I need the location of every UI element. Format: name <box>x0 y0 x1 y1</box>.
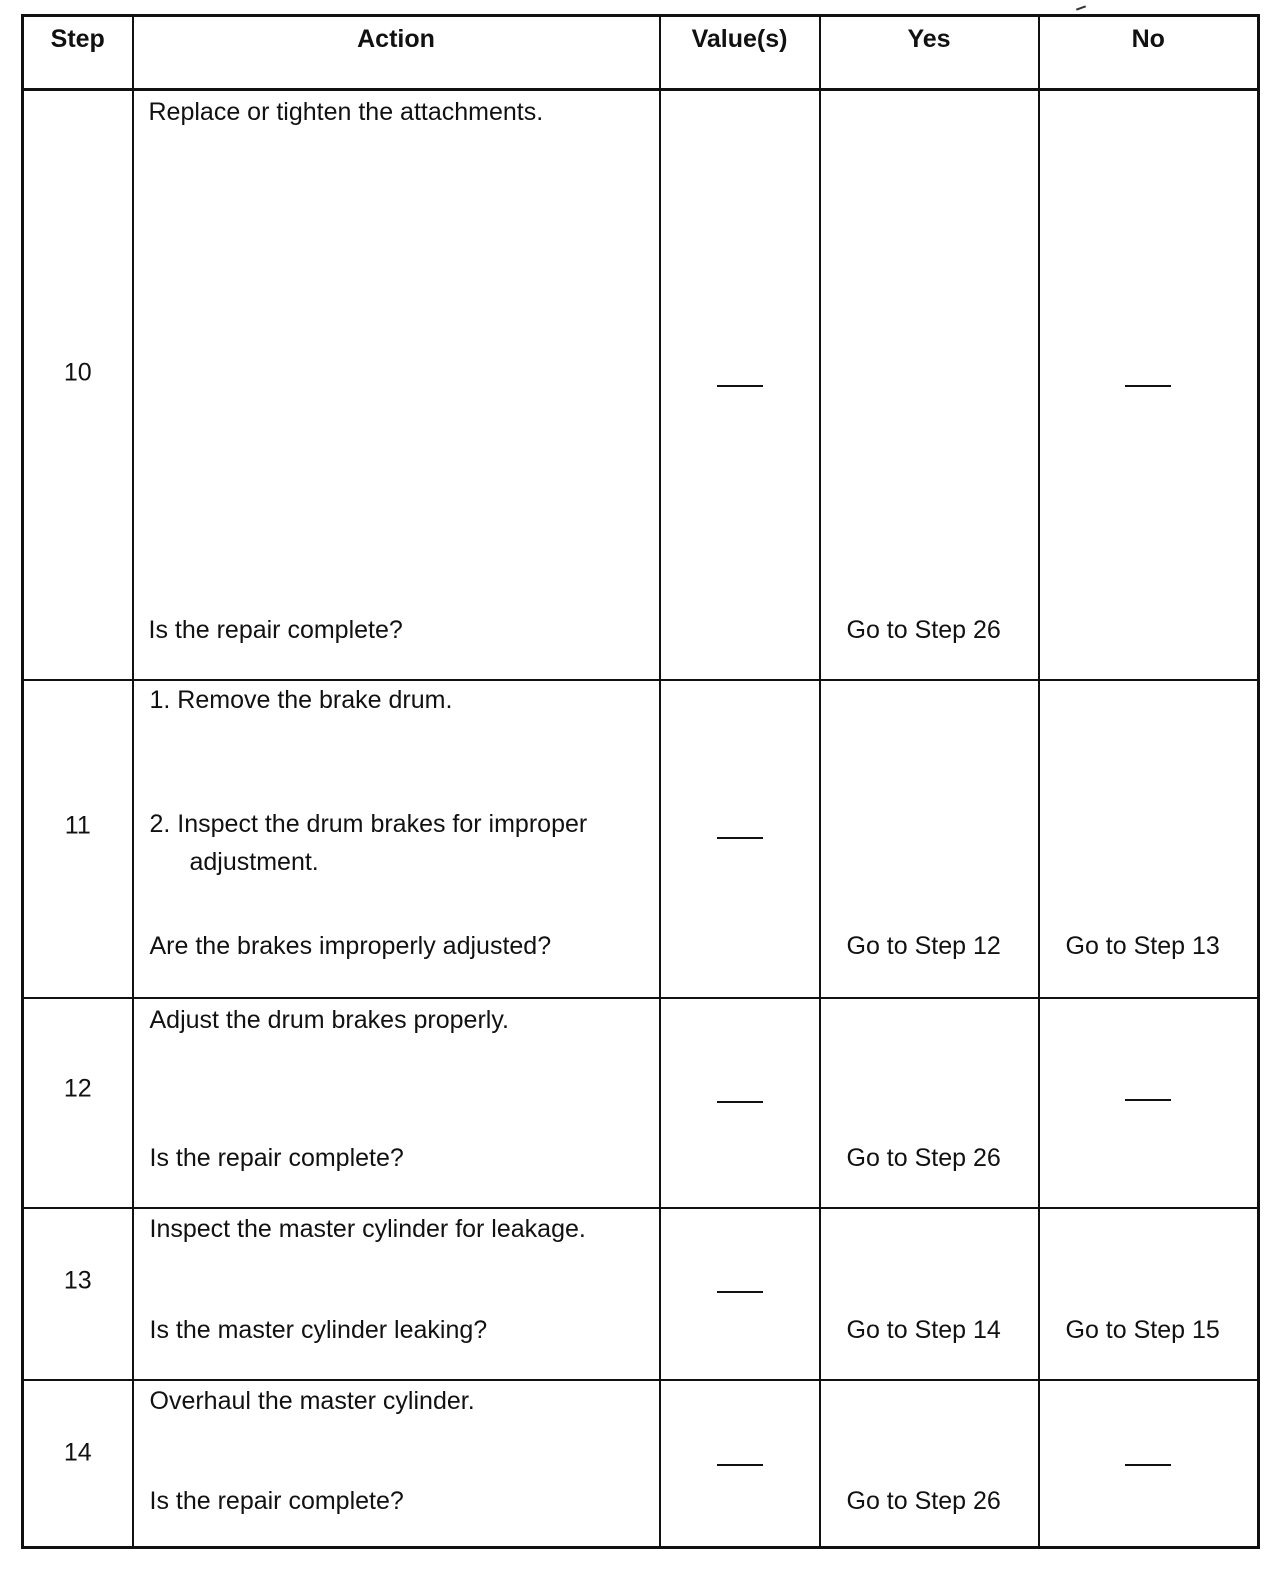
action-instruction: Inspect the master cylinder for leakage. <box>149 1214 586 1243</box>
empty-value-dash <box>717 1291 763 1293</box>
yes-outcome: Go to Step 14 <box>846 1315 1001 1344</box>
no-cell <box>1039 680 1259 998</box>
empty-no-dash <box>1125 385 1171 387</box>
empty-value-dash <box>717 1101 763 1103</box>
action-instruction: Replace or tighten the attachments. <box>148 98 544 126</box>
yes-cell <box>820 998 1039 1208</box>
header-row <box>23 16 1259 90</box>
values-cell <box>660 998 820 1208</box>
action-instruction-2-continued: adjustment. <box>189 847 319 876</box>
yes-outcome: Go to Step 26 <box>846 1143 1001 1172</box>
header-yes: Yes <box>820 16 1039 90</box>
action-question: Is the repair complete? <box>149 1143 404 1172</box>
diagnostic-table-sheet <box>21 14 1257 1546</box>
empty-no-dash <box>1125 1099 1171 1101</box>
header-values: Value(s) <box>660 16 820 90</box>
empty-value-dash <box>717 1464 763 1466</box>
yes-cell <box>820 90 1039 680</box>
yes-outcome: Go to Step 26 <box>846 1486 1001 1515</box>
action-instruction: Adjust the drum brakes properly. <box>149 1005 509 1034</box>
no-cell <box>1039 998 1259 1208</box>
step-cell <box>23 998 133 1208</box>
no-outcome: Go to Step 15 <box>1065 1315 1220 1344</box>
table-row-step-10 <box>23 90 1259 680</box>
action-cell <box>133 1208 660 1380</box>
table-row-step-14 <box>23 1380 1259 1548</box>
header-action: Action <box>133 16 660 90</box>
action-cell <box>133 680 660 998</box>
yes-outcome: Go to Step 12 <box>846 931 1001 960</box>
action-cell <box>133 1380 660 1548</box>
yes-cell <box>820 680 1039 998</box>
step-number: 10 <box>63 358 92 387</box>
empty-value-dash <box>717 837 763 839</box>
action-instruction: Overhaul the master cylinder. <box>149 1386 475 1415</box>
stray-pen-mark <box>1076 5 1086 10</box>
action-cell <box>133 998 660 1208</box>
action-instruction-2: 2. Inspect the drum brakes for improper <box>149 809 588 838</box>
step-number: 11 <box>64 811 91 839</box>
action-cell <box>133 90 660 680</box>
yes-cell <box>820 1208 1039 1380</box>
step-cell <box>23 90 133 680</box>
action-instruction-1: 1. Remove the brake drum. <box>149 685 453 714</box>
step-cell <box>23 1208 133 1380</box>
action-question: Is the master cylinder leaking? <box>149 1315 488 1344</box>
step-number: 12 <box>63 1074 92 1102</box>
action-question: Is the repair complete? <box>148 616 403 644</box>
yes-cell <box>820 1380 1039 1548</box>
step-number: 14 <box>63 1438 92 1466</box>
empty-no-dash <box>1125 1464 1171 1466</box>
step-cell <box>23 680 133 998</box>
values-cell <box>660 90 820 680</box>
yes-outcome: Go to Step 26 <box>846 616 1001 644</box>
action-question: Are the brakes improperly adjusted? <box>149 931 552 960</box>
action-question: Is the repair complete? <box>149 1486 404 1515</box>
step-number: 13 <box>63 1266 92 1294</box>
header-step: Step <box>23 16 133 90</box>
no-cell <box>1039 90 1259 680</box>
empty-value-dash <box>717 385 763 387</box>
no-cell <box>1039 1208 1259 1380</box>
table-row-step-11 <box>23 680 1259 998</box>
table-row-step-12 <box>23 998 1259 1208</box>
no-outcome: Go to Step 13 <box>1065 931 1220 960</box>
step-cell <box>23 1380 133 1548</box>
values-cell <box>660 1208 820 1380</box>
table-row-step-13 <box>23 1208 1259 1380</box>
values-cell <box>660 1380 820 1548</box>
values-cell <box>660 680 820 998</box>
no-cell <box>1039 1380 1259 1548</box>
header-no: No <box>1039 16 1259 90</box>
diagnostic-table <box>21 14 1260 1549</box>
